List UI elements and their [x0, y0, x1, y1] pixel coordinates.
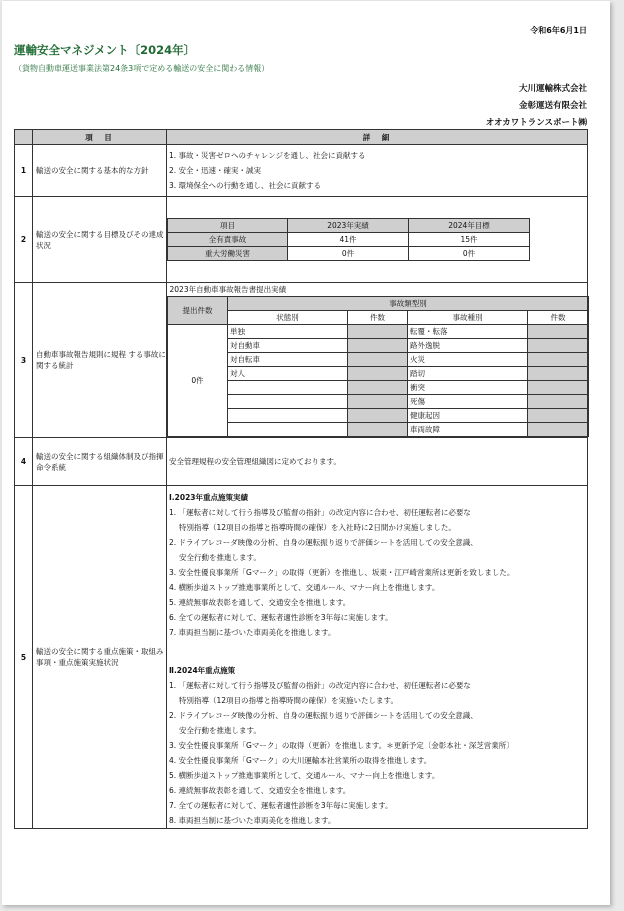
- document-page: [2, 1, 610, 905]
- count-cell: [528, 353, 589, 367]
- state-cell: [228, 423, 348, 437]
- count-cell: [348, 339, 408, 353]
- accident-stats-table: [167, 283, 589, 437]
- measure-line: 2. ドライブレコーダ映像の分析、自身の運転振り返りで評価シートを活用しての安全意識、: [169, 538, 478, 547]
- company-name: 大川運輸株式会社: [518, 84, 587, 94]
- measure-line: 1. 「運転者に対して行う指導及び監督の指針」の改定内容に合わせ、初任運転者に必要な: [169, 681, 471, 690]
- goal-header: 2024年目標: [409, 218, 530, 232]
- measure-line: 特別指導（12項目の指導と指導時間の確保）を実施いたします。: [179, 696, 398, 705]
- count-cell: [348, 395, 408, 409]
- count-cell: [348, 353, 408, 367]
- measure-line: 6. 連続無事故表彰を通して、交通安全を推進します。: [169, 786, 351, 795]
- section-title-2024: Ⅱ.2024年重点施策: [169, 666, 236, 675]
- count-cell: [528, 423, 589, 437]
- kind-cell: 火災: [408, 353, 528, 367]
- company-name: 金彰運送有限会社: [518, 101, 587, 111]
- count-cell: [348, 325, 408, 339]
- row-item-label: 輸送の安全に関する基本的な方針: [33, 145, 167, 197]
- measure-line: 安全行動を推進します。: [179, 726, 261, 735]
- organization-detail: 安全管理規程の安全管理組織図に定めております。: [167, 438, 588, 486]
- measure-line: 5. 連続無事故表彰を通して、交通安全を推進します。: [169, 598, 351, 607]
- header-blank-cell: [15, 130, 33, 145]
- policy-line: 1. 事故・災害ゼロへのチャレンジを通し、社会に貢献する: [169, 151, 366, 160]
- row-item-label: 輸送の安全に関する重点施策・取組み事項・重点施策実施状況: [33, 486, 167, 829]
- kind-cell: 健康起因: [408, 409, 528, 423]
- goal-label: 全有責事故: [168, 232, 288, 246]
- goal-value: 41件: [288, 232, 409, 246]
- count-header: 件数: [348, 311, 408, 325]
- measure-line: 3. 安全性優良事業所「Gマーク」の取得（更新）を推進し、坂東・江戸崎営業所は更新を致しました。: [169, 568, 515, 577]
- count-cell: [528, 339, 589, 353]
- kind-cell: 死傷: [408, 395, 528, 409]
- measure-line: 特別指導（12項目の指導と指導時間の確保）を入社時に2日間かけ実施しました。: [179, 523, 456, 532]
- section-title-2023: Ⅰ.2023年重点施策実績: [169, 493, 249, 502]
- goal-value: 0件: [288, 246, 409, 260]
- measure-line: 8. 車両担当制に基づいた車両美化を推進します。: [169, 816, 336, 825]
- state-cell: [228, 381, 348, 395]
- company-name: オオカワトランスポート㈱: [485, 118, 587, 128]
- count-cell: [528, 367, 589, 381]
- kind-cell: 転覆・転落: [408, 325, 528, 339]
- accident-type-header: 事故類型別: [228, 297, 589, 311]
- measure-line: 安全行動を推進します。: [179, 553, 261, 562]
- column-header-detail: 詳 細: [167, 130, 588, 145]
- state-cell: [228, 395, 348, 409]
- row-number: 2: [15, 197, 33, 283]
- row-number: 5: [15, 486, 33, 829]
- count-cell: [348, 423, 408, 437]
- measure-line: 4. 安全性優良事業所「Gマーク」の大川運輸本社営業所の取得を推進します。: [169, 756, 432, 765]
- state-cell: [228, 409, 348, 423]
- stats-caption: 2023年自動車事故報告書提出実績: [168, 283, 589, 297]
- kind-cell: 路外逸脱: [408, 339, 528, 353]
- row-number: 4: [15, 438, 33, 486]
- state-cell: 対自動車: [228, 339, 348, 353]
- count-cell: [528, 325, 589, 339]
- count-cell: [348, 367, 408, 381]
- submitted-count-header: 提出件数: [168, 297, 228, 325]
- measure-line: 6. 全ての運転者に対して、運転者適性診断を3年毎に実施します。: [169, 613, 393, 622]
- accident-stats-detail: [167, 283, 588, 438]
- row-number: 1: [15, 145, 33, 197]
- measures-detail: [167, 486, 588, 829]
- measures-list-2024: [167, 678, 587, 828]
- column-header-item: 項 目: [33, 130, 167, 145]
- measure-line: 1. 「運転者に対して行う指導及び監督の指針」の改定内容に合わせ、初任運転者に必要な: [169, 508, 471, 517]
- kind-cell: 車両故障: [408, 423, 528, 437]
- goal-label: 重大労働災害: [168, 246, 288, 260]
- count-cell: [528, 381, 589, 395]
- kind-cell: 踏切: [408, 367, 528, 381]
- goal-header: 2023年実績: [288, 218, 409, 232]
- submitted-count-value: 0件: [168, 325, 228, 437]
- policy-line: 2. 安全・迅速・確実・誠実: [169, 166, 262, 175]
- measures-list-2023: [167, 505, 587, 640]
- policy-detail: [167, 145, 588, 197]
- goal-value: 15件: [409, 232, 530, 246]
- count-cell: [528, 395, 589, 409]
- goal-value: 0件: [409, 246, 530, 260]
- policy-line: 3. 環境保全への行動を通し、社会に貢献する: [169, 181, 322, 190]
- count-cell: [348, 409, 408, 423]
- state-cell: 単独: [228, 325, 348, 339]
- row-item-label: 自動車事故報告規則に規程 する事故に関する統計: [33, 283, 167, 438]
- count-cell: [528, 409, 589, 423]
- measure-line: 3. 安全性優良事業所「Gマーク」の取得（更新）を推進します。＊更新予定〔金彰本社・深芝営業所〕: [169, 741, 514, 750]
- document-title: 運輸安全マネジメント〔2024年〕: [14, 43, 196, 57]
- goal-detail: [167, 197, 588, 283]
- state-header: 状態別: [228, 311, 348, 325]
- row-item-label: 輸送の安全に関する目標及びその達成状況: [33, 197, 167, 283]
- measure-line: 4. 横断歩道ストップ推進事業所として、交通ルール、マナー向上を推進します。: [169, 583, 440, 592]
- kind-cell: 衝突: [408, 381, 528, 395]
- measure-line: 2. ドライブレコーダ映像の分析、自身の運転振り返りで評価シートを活用しての安全意識、: [169, 711, 478, 720]
- kind-header: 事故種別: [408, 311, 528, 325]
- issue-date: 令和6年6月1日: [530, 26, 587, 35]
- goal-table: [167, 218, 530, 261]
- goal-header: 項目: [168, 218, 288, 232]
- measure-line: 5. 横断歩道ストップ推進事業所として、交通ルール、マナー向上を推進します。: [169, 771, 440, 780]
- row-number: 3: [15, 283, 33, 438]
- count-cell: [348, 381, 408, 395]
- state-cell: 対人: [228, 367, 348, 381]
- measure-line: 7. 車両担当制に基づいた車両美化を推進します。: [169, 628, 336, 637]
- count-header: 件数: [528, 311, 589, 325]
- document-subtitle: （貨物自動車運送事業法第24条3項で定める輸送の安全に関わる情報）: [14, 64, 270, 73]
- company-list: [486, 81, 587, 132]
- measure-line: 7. 全ての運転者に対して、運転者適性診断を3年毎に実施します。: [169, 801, 393, 810]
- row-item-label: 輸送の安全に関する組織体制及び指揮命令系統: [33, 438, 167, 486]
- state-cell: 対自転車: [228, 353, 348, 367]
- safety-info-table: [14, 129, 588, 829]
